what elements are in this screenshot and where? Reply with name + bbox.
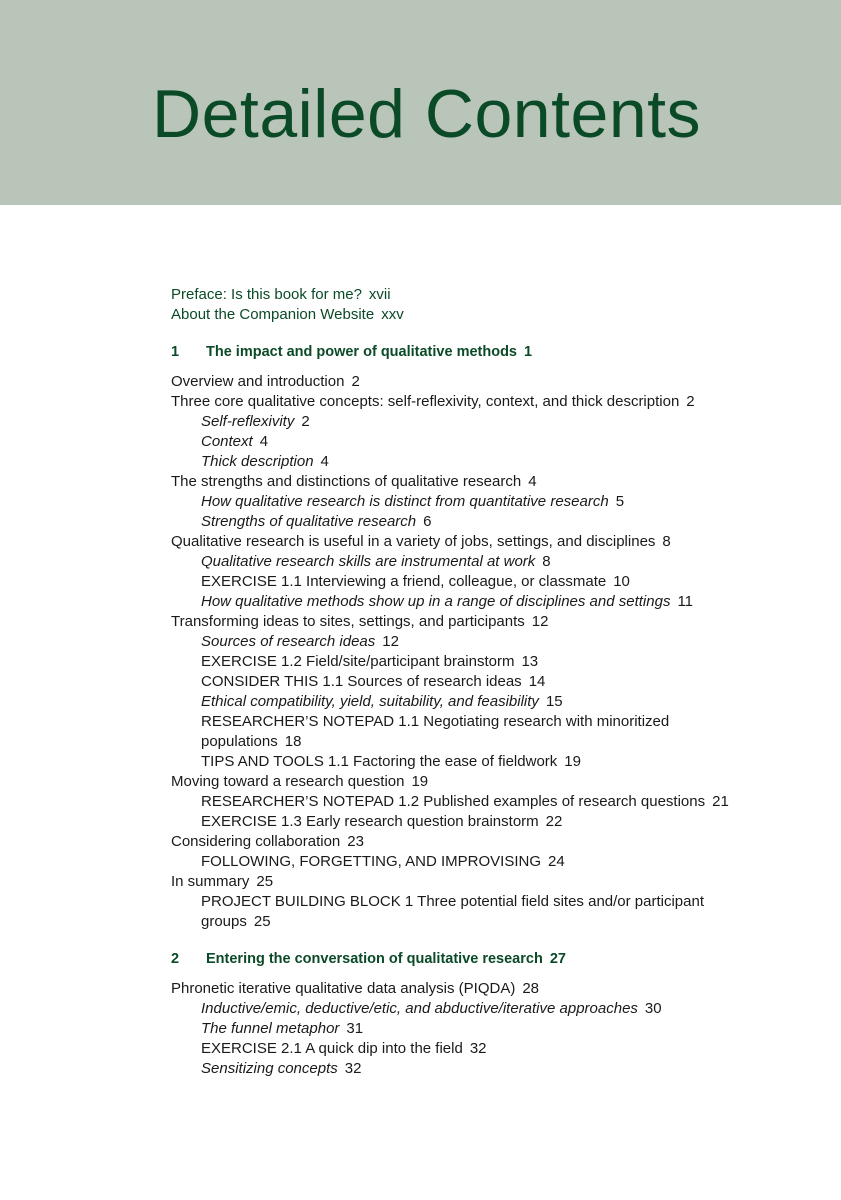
chapter-heading-1[interactable] bbox=[171, 342, 771, 362]
entry-page: 28 bbox=[522, 980, 540, 997]
entry-page: 25 bbox=[256, 873, 274, 890]
toc-subentry[interactable] bbox=[171, 672, 771, 692]
entry-page: 22 bbox=[545, 813, 563, 830]
toc-subentry[interactable] bbox=[171, 892, 721, 932]
toc-entry-preface[interactable] bbox=[171, 285, 771, 305]
entry-page: 21 bbox=[712, 793, 729, 810]
toc-entry-companion-website[interactable] bbox=[171, 305, 771, 325]
chapter-page: 1 bbox=[524, 344, 533, 360]
toc-subentry[interactable] bbox=[171, 452, 771, 472]
toc-subentry[interactable] bbox=[171, 552, 771, 572]
entry-page: 24 bbox=[548, 853, 565, 870]
entry-page: 15 bbox=[545, 693, 563, 710]
entry-page: 5 bbox=[615, 493, 625, 510]
chapter-heading-2[interactable] bbox=[171, 949, 771, 969]
entry-page: xvii bbox=[368, 286, 391, 303]
entry-title: How qualitative methods show up in a range of disciplines and settings bbox=[201, 593, 671, 610]
entry-page: 2 bbox=[351, 373, 360, 390]
toc-entry[interactable] bbox=[171, 832, 771, 852]
entry-page: 14 bbox=[528, 673, 546, 690]
toc-subentry[interactable] bbox=[171, 812, 771, 832]
entry-title: Overview and introduction bbox=[171, 373, 345, 390]
entry-title: RESEARCHER’S NOTEPAD 1.2 Published examples of research questions bbox=[201, 793, 706, 810]
entry-title: EXERCISE 1.1 Interviewing a friend, colleague, or classmate bbox=[201, 573, 607, 590]
toc-subentry[interactable] bbox=[171, 632, 771, 652]
toc-entry[interactable] bbox=[171, 872, 771, 892]
entry-page: xxv bbox=[381, 306, 404, 323]
entry-title: Ethical compatibility, yield, suitability, and feasibility bbox=[201, 693, 539, 710]
toc-entry[interactable] bbox=[171, 979, 771, 999]
entry-page: 6 bbox=[423, 513, 432, 530]
entry-page: 10 bbox=[613, 573, 630, 590]
entry-title: How qualitative research is distinct from quantitative research bbox=[201, 493, 609, 510]
entry-page: 32 bbox=[344, 1060, 362, 1077]
toc-entry[interactable] bbox=[171, 372, 771, 392]
toc-entry[interactable] bbox=[171, 772, 771, 792]
toc-subentry[interactable] bbox=[171, 852, 771, 872]
entry-title: Strengths of qualitative research bbox=[201, 513, 417, 530]
entry-title: RESEARCHER’S NOTEPAD 1.1 Negotiating research with minoritized populations bbox=[201, 713, 670, 750]
toc-subentry[interactable] bbox=[171, 792, 771, 812]
entry-title: Thick description bbox=[201, 453, 314, 470]
entry-title: Transforming ideas to sites, settings, and participants bbox=[171, 613, 525, 630]
entry-page: 31 bbox=[346, 1020, 364, 1037]
entry-title: CONSIDER THIS 1.1 Sources of research ideas bbox=[201, 673, 522, 690]
toc-entry[interactable] bbox=[171, 392, 771, 412]
entry-title: Self-reflexivity bbox=[201, 413, 295, 430]
entry-title: Sensitizing concepts bbox=[201, 1060, 338, 1077]
toc-subentry[interactable] bbox=[171, 1019, 771, 1039]
entry-title: PROJECT BUILDING BLOCK 1 Three potential field sites and/or participant groups bbox=[201, 893, 705, 930]
toc-subentry[interactable] bbox=[171, 512, 771, 532]
entry-page: 12 bbox=[531, 613, 549, 630]
entry-title: The funnel metaphor bbox=[201, 1020, 340, 1037]
title-banner bbox=[0, 0, 841, 205]
entry-title: EXERCISE 2.1 A quick dip into the field bbox=[201, 1040, 463, 1057]
entry-page: 4 bbox=[259, 433, 269, 450]
entry-title: Qualitative research is useful in a variety of jobs, settings, and disciplines bbox=[171, 533, 656, 550]
entry-title: In summary bbox=[171, 873, 250, 890]
entry-title: Preface: Is this book for me? bbox=[171, 286, 362, 303]
toc-subentry[interactable] bbox=[171, 1039, 771, 1059]
entry-title: EXERCISE 1.3 Early research question brainstorm bbox=[201, 813, 539, 830]
entry-page: 2 bbox=[301, 413, 310, 430]
toc-subentry[interactable] bbox=[171, 592, 771, 612]
entry-title: Phronetic iterative qualitative data analysis (PIQDA) bbox=[171, 980, 516, 997]
entry-title: Considering collaboration bbox=[171, 833, 341, 850]
toc-subentry[interactable] bbox=[171, 692, 771, 712]
entry-title: TIPS AND TOOLS 1.1 Factoring the ease of fieldwork bbox=[201, 753, 558, 770]
entry-page: 19 bbox=[564, 753, 581, 770]
chapter-title: Entering the conversation of qualitative research bbox=[206, 951, 543, 967]
toc-subentry[interactable] bbox=[171, 652, 771, 672]
table-of-contents bbox=[171, 285, 771, 1079]
toc-subentry[interactable] bbox=[171, 752, 771, 772]
chapter-page: 27 bbox=[549, 951, 566, 967]
entry-page: 19 bbox=[411, 773, 429, 790]
entry-page: 18 bbox=[284, 733, 302, 750]
toc-subentry[interactable] bbox=[171, 412, 771, 432]
entry-title: Inductive/emic, deductive/etic, and abductive/iterative approaches bbox=[201, 1000, 638, 1017]
entry-page: 2 bbox=[686, 393, 695, 410]
chapter-number: 2 bbox=[171, 951, 180, 967]
toc-entry[interactable] bbox=[171, 472, 771, 492]
toc-subentry[interactable] bbox=[171, 1059, 771, 1079]
entry-title: FOLLOWING, FORGETTING, AND IMPROVISING bbox=[201, 853, 542, 870]
entry-page: 8 bbox=[542, 553, 551, 570]
entry-title: Sources of research ideas bbox=[201, 633, 376, 650]
entry-page: 13 bbox=[521, 653, 539, 670]
chapter-number: 1 bbox=[171, 344, 180, 360]
toc-entry[interactable] bbox=[171, 532, 771, 552]
entry-page: 4 bbox=[320, 453, 329, 470]
entry-page: 30 bbox=[644, 1000, 662, 1017]
entry-title: The strengths and distinctions of qualitative research bbox=[171, 473, 522, 490]
entry-page: 11 bbox=[677, 593, 694, 610]
entry-title: Context bbox=[201, 433, 253, 450]
entry-title: Moving toward a research question bbox=[171, 773, 405, 790]
entry-page: 12 bbox=[382, 633, 399, 650]
entry-page: 4 bbox=[528, 473, 537, 490]
toc-subentry[interactable] bbox=[171, 712, 721, 752]
toc-subentry[interactable] bbox=[171, 999, 771, 1019]
entry-page: 25 bbox=[253, 913, 271, 930]
entry-page: 23 bbox=[347, 833, 364, 850]
toc-subentry[interactable] bbox=[171, 492, 771, 512]
entry-title: About the Companion Website bbox=[171, 306, 375, 323]
toc-entry[interactable] bbox=[171, 612, 771, 632]
chapter-title: The impact and power of qualitative methods bbox=[206, 344, 517, 360]
entry-title: Three core qualitative concepts: self-reflexivity, context, and thick description bbox=[171, 393, 680, 410]
entry-page: 8 bbox=[662, 533, 671, 550]
page-title: Detailed Contents bbox=[152, 76, 702, 152]
toc-subentry[interactable] bbox=[171, 432, 771, 452]
toc-subentry[interactable] bbox=[171, 572, 771, 592]
entry-title: Qualitative research skills are instrumental at work bbox=[201, 553, 536, 570]
entry-title: EXERCISE 1.2 Field/site/participant brainstorm bbox=[201, 653, 515, 670]
entry-page: 32 bbox=[469, 1040, 487, 1057]
